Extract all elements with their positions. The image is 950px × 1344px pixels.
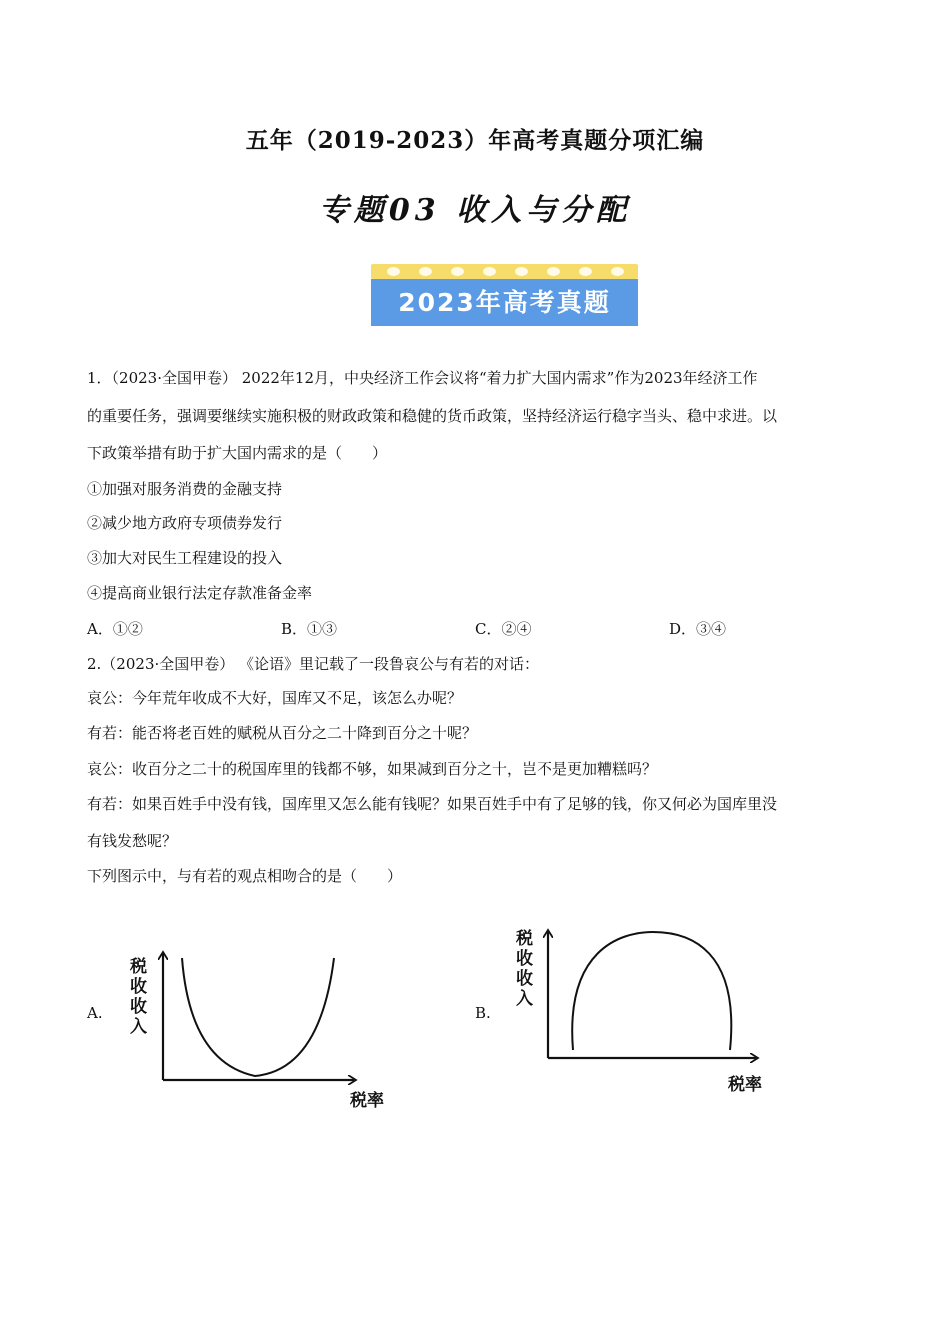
fig-a-label: A. [87,1004,103,1022]
fig-a-chart [120,940,390,1120]
q2-dialogue: 有若：如果百姓手中没有钱，国库里又怎么能有钱呢？如果百姓手中有了足够的钱，你又何必为国库里没 [87,795,778,813]
fig-b-xlabel: 税率 [728,1075,762,1095]
banner-dot [579,267,592,276]
banner-dot [387,267,400,276]
fig-a-ylabel-char: 入 [130,1017,147,1037]
q1-option-a: A．①② [87,620,143,638]
q1-statement: ①加强对服务消费的金融支持 [87,480,283,498]
section-banner [371,264,638,326]
fig-b-ylabel-char: 收 [516,949,533,969]
q1-option-d: D．③④ [669,620,727,638]
q2-prompt: 下列图示中，与有若的观点相吻合的是（ ） [87,867,403,885]
fig-b-ylabel-char: 收 [516,969,533,989]
fig-b-chart [510,920,780,1100]
fig-b-curve [572,932,731,1050]
fig-a-ylabel-char: 税 [130,957,147,977]
q2-dialogue: 哀公：收百分之二十的税国库里的钱都不够，如果减到百分之十，岂不是更加糟糕吗？ [87,760,658,778]
fig-b-label: B. [475,1004,491,1022]
page-title: 五年（2019-2023）年高考真题分项汇编 [245,127,705,154]
banner-dots-strip [371,264,638,279]
banner-dot [611,267,624,276]
fig-b-ylabel-char: 入 [516,989,533,1009]
topic-title: 专题03 收入与分配 [318,193,632,228]
fig-a-curve [182,958,334,1076]
q1-statement: ③加大对民生工程建设的投入 [87,549,283,567]
q2-dialogue: 有若：能否将老百姓的赋税从百分之二十降到百分之十呢？ [87,724,478,742]
banner-dot [547,267,560,276]
banner-label: 2023年高考真题 [371,279,638,326]
q2-dialogue: 哀公：今年荒年收成不大好，国库又不足，该怎么办呢？ [87,689,463,707]
fig-a-xlabel: 税率 [350,1091,384,1111]
q2-dialogue: 有钱发愁呢？ [87,832,178,850]
banner-dot [515,267,528,276]
fig-a-ylabel-char: 收 [130,977,147,997]
fig-a-ylabel-char: 收 [130,997,147,1017]
q1-option-b: B．①③ [281,620,338,638]
q1-option-c: C．②④ [475,620,532,638]
q1-line: 1．（2023·全国甲卷） 2022年12月，中央经济工作会议将“着力扩大国内需求”作为2023年经济工作 [87,369,758,387]
q1-statement: ④提高商业银行法定存款准备金率 [87,584,313,602]
q2-line: 2.（2023·全国甲卷） 《论语》里记载了一段鲁哀公与有若的对话： [87,655,540,673]
fig-b-ylabel-char: 税 [516,929,533,949]
q1-statement: ②减少地方政府专项债券发行 [87,514,283,532]
banner-dot [483,267,496,276]
q1-line: 的重要任务，强调要继续实施积极的财政政策和稳健的货币政策，坚持经济运行稳字当头、稳中求进。以 [87,407,778,425]
q1-line: 下政策举措有助于扩大国内需求的是（ ） [87,444,388,462]
banner-dot [419,267,432,276]
banner-dot [451,267,464,276]
